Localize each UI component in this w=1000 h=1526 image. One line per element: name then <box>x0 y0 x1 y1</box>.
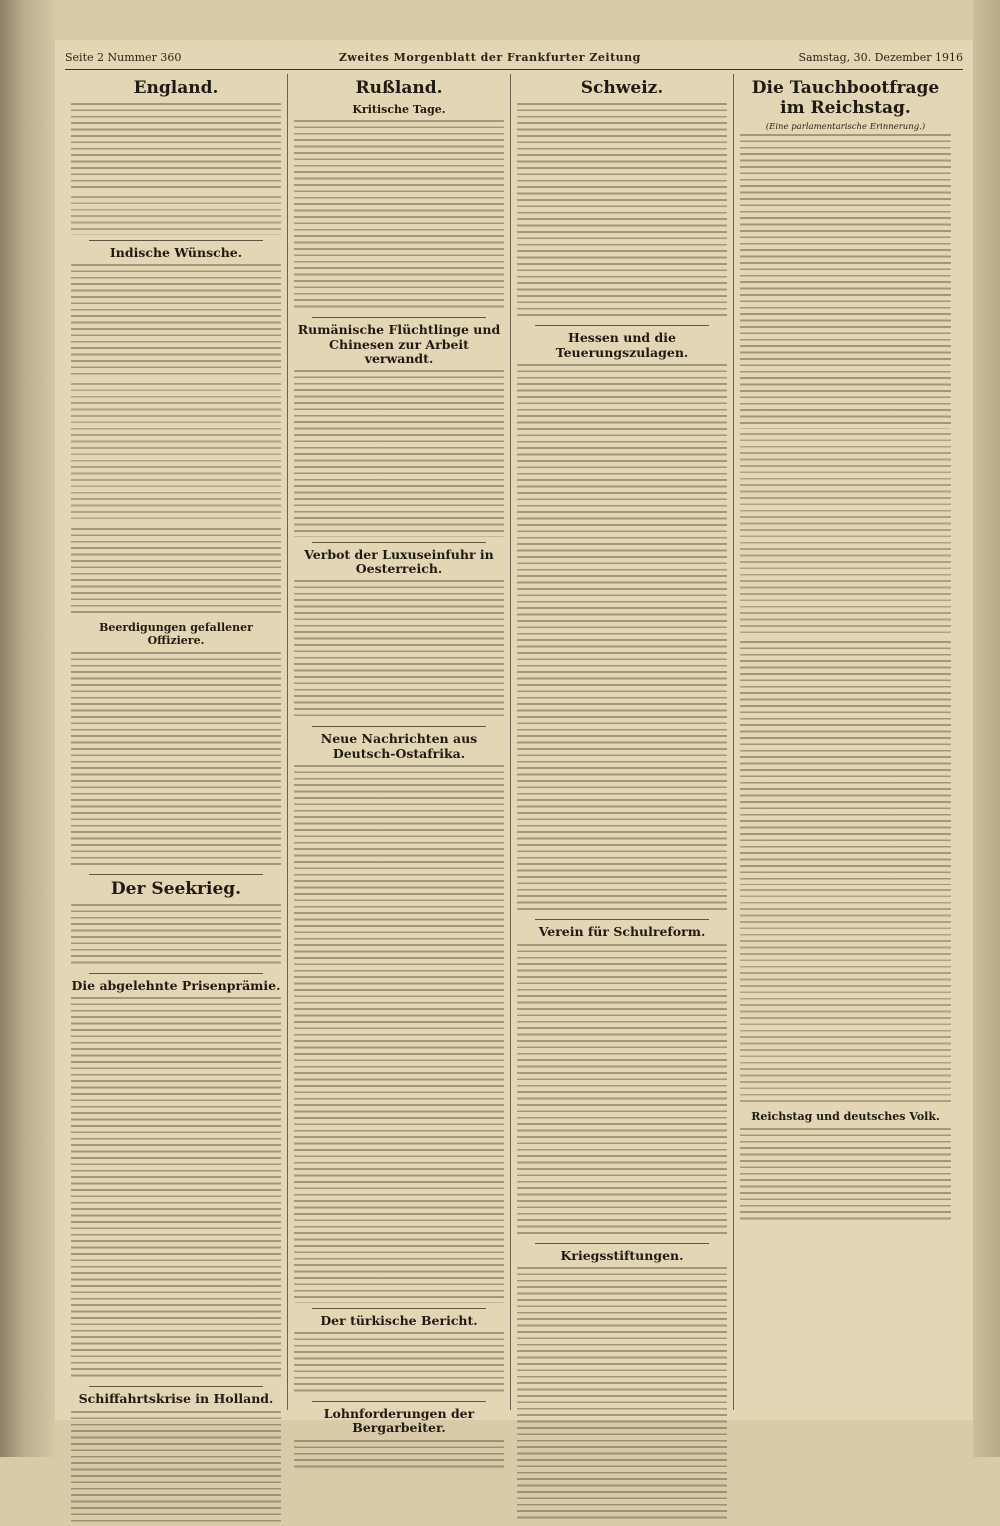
section-divider <box>89 240 263 241</box>
body-text-paragraph <box>294 370 504 536</box>
article-heading: Verein für Schulreform. <box>538 924 706 940</box>
body-text-paragraph <box>517 1267 727 1523</box>
masthead-line: Zweites Morgenblatt der Frankfurter Zeitung <box>338 50 641 64</box>
section-divider <box>89 874 263 875</box>
body-text-paragraph <box>294 580 504 721</box>
section-divider <box>535 1243 709 1244</box>
body-text-paragraph <box>740 1128 951 1224</box>
article-heading: Kritische Tage. <box>352 102 446 116</box>
body-text-paragraph <box>71 528 281 618</box>
section-divider <box>89 973 263 974</box>
section-divider <box>312 726 486 727</box>
body-text-paragraph <box>517 944 727 1238</box>
article-columns <box>65 74 967 1436</box>
section-divider <box>535 919 709 920</box>
article-heading: Hessen und die Teuerungszulagen. <box>555 330 689 360</box>
article-heading: Indische Wünsche. <box>109 244 243 260</box>
body-text-paragraph <box>71 103 281 193</box>
article-heading: Beerdigungen gefallener Offiziere. <box>99 621 253 648</box>
section-divider <box>312 317 486 318</box>
article-heading: Der Seekrieg. <box>110 879 242 900</box>
article-heading: Lohnforderungen der Bergarbeiter. <box>323 1405 475 1436</box>
body-text-paragraph <box>71 904 281 968</box>
page-number: Seite 2 Nummer 360 <box>65 50 182 64</box>
section-divider <box>312 542 486 543</box>
article-subheading: (Eine parlamentarische Erinnerung.) <box>765 122 926 133</box>
body-text-paragraph <box>740 889 951 1107</box>
body-text-paragraph <box>71 383 281 524</box>
column-3 <box>511 74 734 1410</box>
body-text-paragraph <box>294 765 504 1303</box>
article-heading: Kriegsstiftungen. <box>560 1248 684 1264</box>
column-4 <box>734 74 957 1410</box>
column-1 <box>65 74 288 1410</box>
body-text-paragraph <box>517 103 727 321</box>
body-text-paragraph <box>740 641 951 884</box>
body-text-paragraph <box>740 134 951 428</box>
body-text-paragraph <box>71 997 281 1381</box>
article-heading: Die Tauchbootfrage im Reichstag. <box>751 78 940 118</box>
body-text-paragraph <box>740 433 951 638</box>
running-header <box>65 48 963 70</box>
body-text-paragraph <box>71 652 281 870</box>
issue-date: Samstag, 30. Dezember 1916 <box>798 50 963 64</box>
newspaper-page <box>55 40 973 1436</box>
body-text-paragraph <box>71 1411 281 1526</box>
article-heading: Rußland. <box>355 78 443 98</box>
article-heading: Verbot der Luxuseinfuhr in Oesterreich. <box>304 546 494 577</box>
body-text-paragraph <box>517 364 727 914</box>
article-heading: Reichstag und deutsches Volk. <box>751 1110 940 1124</box>
section-divider <box>312 1308 486 1309</box>
page-outer-edge <box>973 0 1000 1457</box>
article-heading: Schweiz. <box>580 78 664 98</box>
article-heading: Neue Nachrichten aus Deutsch-Ostafrika. <box>320 731 478 761</box>
section-divider <box>535 325 709 326</box>
section-divider <box>89 1386 263 1387</box>
article-heading: Rumänische Flüchtlinge und Chinesen zur Arbeit verwandt. <box>297 322 501 366</box>
body-text-paragraph <box>294 120 504 312</box>
book-binding-edge <box>0 0 55 1457</box>
section-divider <box>312 1401 486 1402</box>
body-text-paragraph <box>294 1332 504 1396</box>
body-text-paragraph <box>71 196 281 234</box>
body-text-paragraph <box>71 264 281 379</box>
article-heading: Der türkische Bericht. <box>320 1312 478 1328</box>
body-text-paragraph <box>294 1440 504 1472</box>
column-2 <box>288 74 511 1436</box>
article-heading: Die abgelehnte Prisenprämie. <box>71 977 281 993</box>
article-heading: Schiffahrtskrise in Holland. <box>78 1391 274 1407</box>
article-heading: England. <box>133 78 219 98</box>
